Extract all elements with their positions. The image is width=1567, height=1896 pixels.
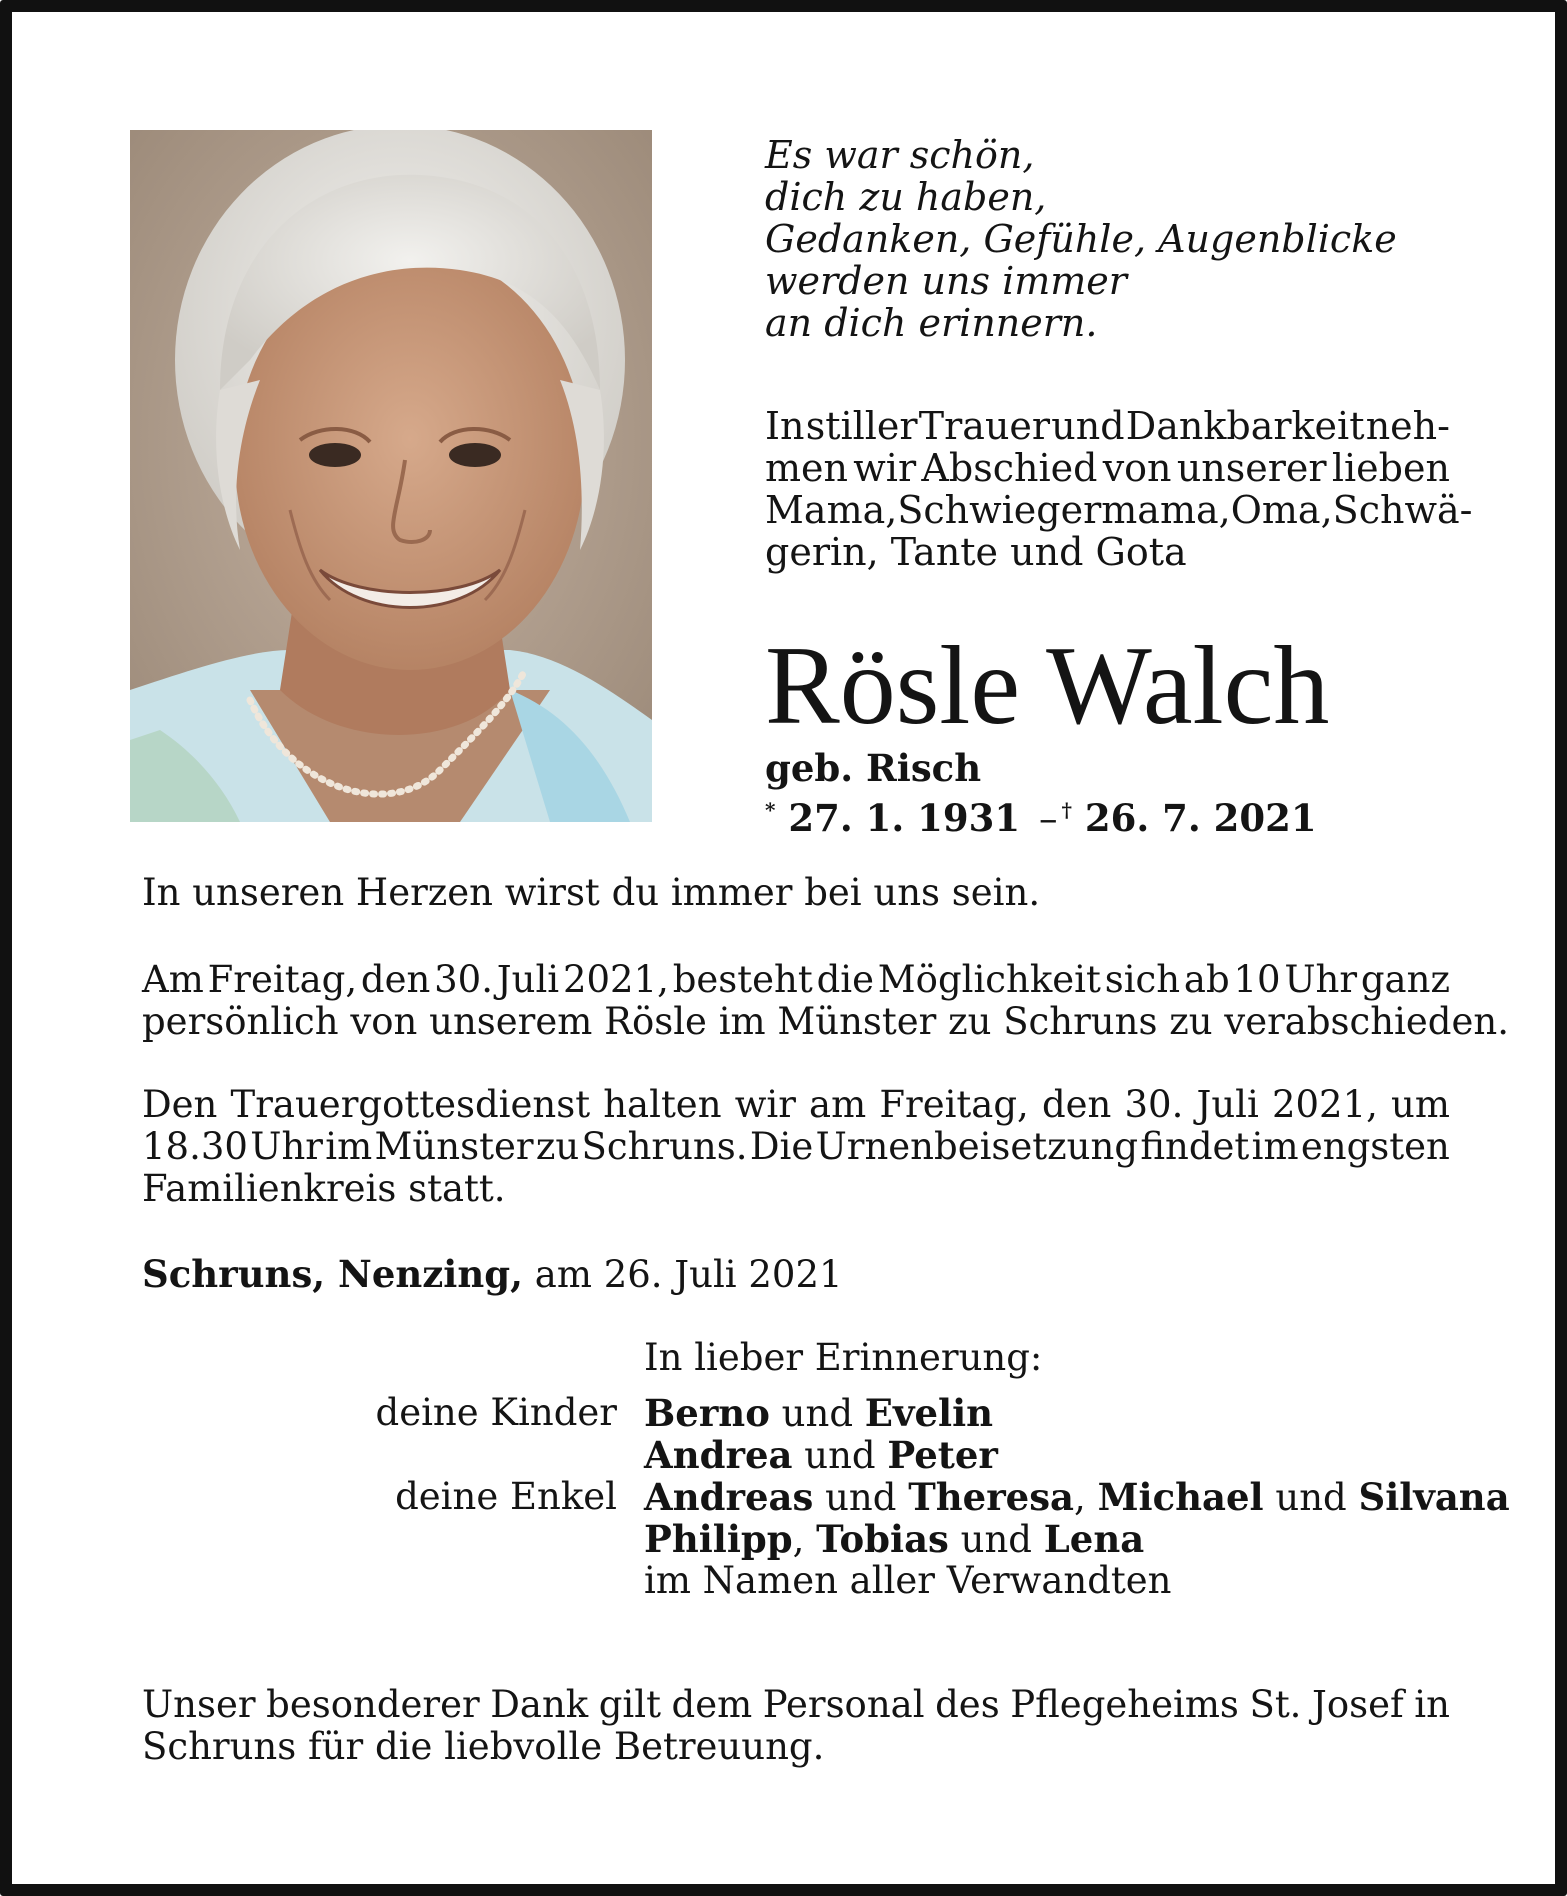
grandchildren-label: deine Enkel	[395, 1475, 617, 1518]
death-date: 26. 7. 2021	[1084, 796, 1317, 840]
place-date	[142, 1253, 1450, 1296]
birth-symbol: *	[765, 798, 776, 822]
life-dates	[765, 789, 1317, 840]
grandchildren-line: Philipp, Tobias und Lena	[644, 1517, 1145, 1561]
intro-line: gerin, Tante und Gota	[765, 530, 1187, 574]
hearts-line: In unseren Herzen wirst du immer bei uns sein.	[142, 871, 1041, 914]
portrait-photo-icon	[130, 130, 652, 822]
intro-line: In stiller Trauer und Dankbarkeit neh-	[765, 404, 1450, 448]
deceased-name: Rösle Walch	[765, 624, 1330, 748]
birth-date: 27. 1. 1931	[788, 796, 1021, 840]
death-symbol: †	[1061, 798, 1072, 822]
poem	[765, 134, 1465, 344]
service-paragraph	[142, 1084, 1450, 1210]
children-line: Andrea und Peter	[644, 1433, 998, 1477]
service-line: Familienkreis statt.	[142, 1167, 506, 1210]
children-line: Berno und Evelin	[644, 1391, 994, 1435]
farewell-paragraph	[142, 958, 1509, 1043]
poem-line: Es war schön,	[765, 133, 1035, 177]
date: am 26. Juli 2021	[534, 1253, 843, 1296]
intro-line: Mama, Schwiegermama, Oma, Schwä-	[765, 488, 1473, 532]
children-label: deine Kinder	[375, 1391, 617, 1434]
places: Schruns, Nenzing,	[142, 1252, 524, 1296]
poem-line: dich zu haben,	[765, 175, 1047, 219]
date-separator: –	[1039, 797, 1058, 840]
service-line: 18.30 Uhr im Münster zu Schruns. Die Urnenbeisetzung findet im engsten	[142, 1125, 1450, 1168]
grandchildren-line: Andreas und Theresa, Michael und Silvana	[644, 1475, 1510, 1519]
poem-line: an dich erinnern.	[765, 301, 1098, 345]
intro-line: men wir Abschied von unserer lieben	[765, 446, 1450, 490]
thanks-line: Schruns für die liebvolle Betreuung.	[142, 1725, 825, 1768]
thanks-paragraph	[142, 1684, 1450, 1768]
farewell-line: persönlich von unserem Rösle im Münster zu Schruns zu verabschieden.	[142, 1000, 1509, 1043]
service-line: Den Trauergottesdienst halten wir am Freitag, den 30. Juli 2021, um	[142, 1083, 1450, 1126]
farewell-line: Am Freitag, den 30. Juli 2021, besteht die Möglichkeit sich ab 10 Uhr ganz	[142, 958, 1450, 1001]
poem-line: werden uns immer	[765, 259, 1127, 303]
signature-heading: In lieber Erinnerung:	[644, 1336, 1043, 1379]
birth-name: geb. Risch	[765, 746, 982, 790]
portrait-photo	[130, 130, 652, 822]
relatives-line: im Namen aller Verwandten	[644, 1559, 1172, 1602]
poem-line: Gedanken, Gefühle, Augenblicke	[765, 217, 1397, 261]
intro-paragraph	[765, 404, 1473, 574]
thanks-line: Unser besonderer Dank gilt dem Personal des Pflegeheims St. Josef in	[142, 1683, 1450, 1726]
